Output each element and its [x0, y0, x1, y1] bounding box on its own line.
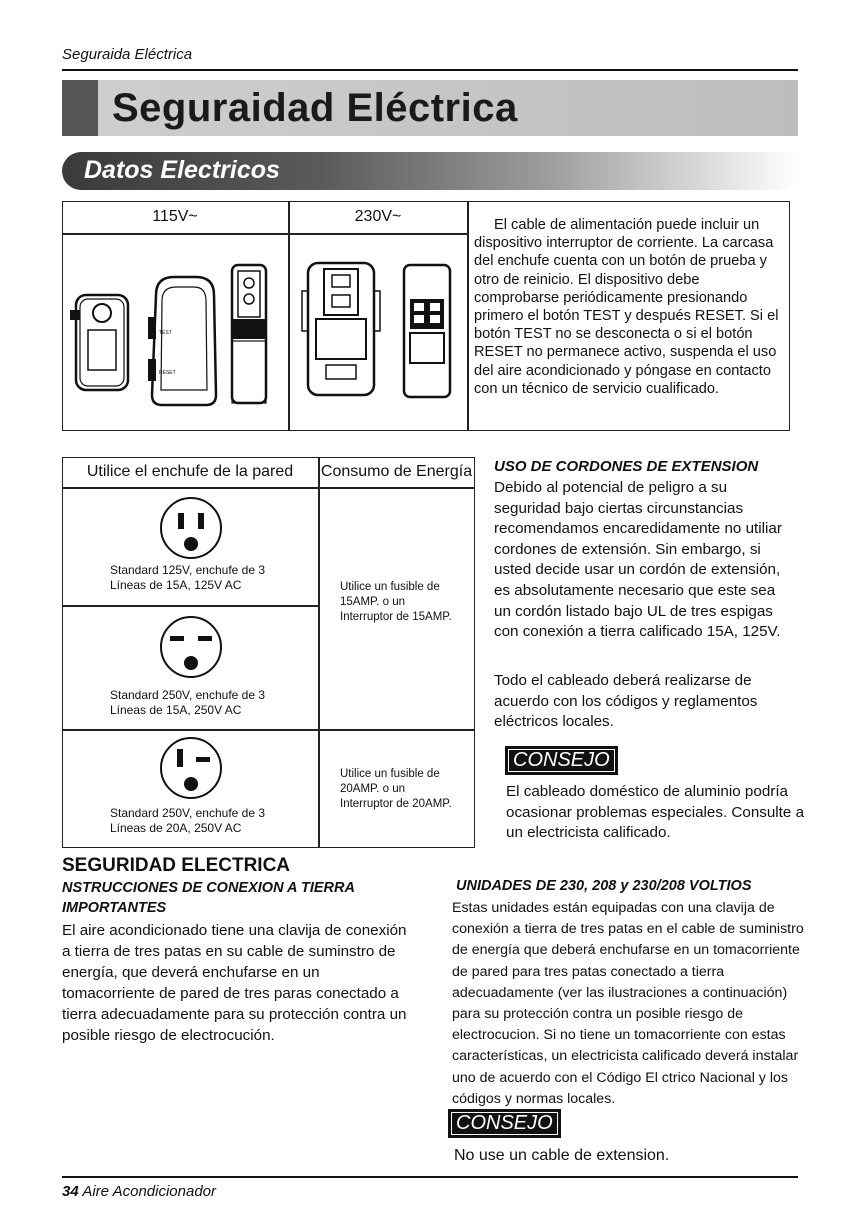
- safety-body: El aire acondicionado tiene una clavija de conexión a tierra de tres patas en su cable de suminstro de energía, que deverá enchufarse en un tomacorriente de pared de tres paras conectado a tierra adecuadamente para su protección contra un posible riesgo de electrocución.: [62, 922, 407, 1044]
- device-230v-illustration: [292, 255, 464, 420]
- outlet-row-1-line-1: Standard 125V, enchufe de 3: [110, 563, 266, 577]
- voltage-table-divider-2: [467, 201, 469, 431]
- outlet-row-2-line-2: Líneas de 15A, 250V AC: [110, 703, 242, 717]
- outlet-table-row-rule-1: [62, 605, 318, 607]
- fuse-20-line-3: Interruptor de 20AMP.: [340, 798, 452, 810]
- consejo-badge-2: CONSEJO: [448, 1109, 561, 1138]
- outlet-250v-15a-icon: [160, 616, 222, 678]
- voltage-115-header: 115V~: [152, 208, 198, 225]
- outlet-table: [62, 457, 475, 848]
- device-115v-illustration: [66, 255, 284, 420]
- safety-subheading: NSTRUCCIONES DE CONEXION A TIERRA IMPORTANTES: [62, 880, 355, 916]
- consejo-text-2: No use un cable de extension.: [454, 1147, 670, 1164]
- fuse-20-line-2: 20AMP. o un: [340, 783, 406, 795]
- fuse-15-line-1: Utilice un fusible de: [340, 581, 440, 593]
- label-test-115: TEST: [159, 330, 172, 336]
- outlet-row-1-line-2: Líneas de 15A, 125V AC: [110, 578, 242, 592]
- fuse-15-line-2: 15AMP. o un: [340, 596, 406, 608]
- outlet-table-head-left: Utilice el enchufe de la pared: [86, 463, 294, 480]
- outlet-row-3-line-1: Standard 250V, enchufe de 3: [110, 806, 266, 820]
- outlet-row-2-line-1: Standard 250V, enchufe de 3: [110, 688, 266, 702]
- consejo-text-1: El cableado doméstico de aluminio podría ocasionar problemas especiales. Consulte a un electricista calificado.: [506, 783, 805, 842]
- voltage-table-header-rule: [62, 233, 468, 235]
- footer: [62, 1183, 216, 1200]
- safety-heading: SEGURIDAD ELECTRICA: [62, 855, 291, 876]
- fuse-15-line-3: Interruptor de 15AMP.: [340, 611, 452, 623]
- page-number: 34: [62, 1183, 79, 1200]
- outlet-table-divider: [318, 457, 320, 848]
- consejo-badge-1: CONSEJO: [505, 746, 618, 775]
- units-body: Estas unidades están equipadas con una clavija de conexión a tierra de tres patas en el cable de suministro de energía que deberá enchufarse en un tomacorriente de pared para tres patas conectado a tierra adecuadamente (ver las ilustraciones a continuación) para su protección contra un posible riesgo de electrocucion. Si no tiene un tomacorriente con estas características, un electricista calificado deverá instalar uno de acuerdo con el Código El ctrico Nacional y los códigos y normas locales.: [452, 900, 804, 1107]
- footer-label: Aire Acondicionador: [82, 1183, 217, 1200]
- page-title: Seguraidad Eléctrica: [112, 86, 518, 130]
- voltage-table-divider-1: [288, 201, 290, 431]
- extension-body-2: Todo el cableado deberá realizarse de acuerdo con los códigos y reglamentos eléctricos locales.: [494, 672, 758, 731]
- footer-rule: [62, 1176, 798, 1178]
- fuse-20-line-1: Utilice un fusible de: [340, 768, 440, 780]
- title-accent-block: [62, 80, 98, 136]
- voltage-230-header: 230V~: [354, 208, 402, 225]
- outlet-125v-icon: [160, 497, 222, 559]
- outlet-row-3-line-2: Líneas de 20A, 250V AC: [110, 821, 242, 835]
- extension-body: Debido al potencial de peligro a su seguridad bajo ciertas circunstancias recomendamos encaredidamente no utiliar cordones de extensión. Sin embargo, si usted decide usar un cordón de extensión, es absolutamente necesario que este sea un cordón listado bajo UL de tres espigas con conexión a tierra calificado 15A, 125V.: [494, 479, 782, 641]
- running-header: Seguraida Eléctrica: [62, 46, 193, 63]
- outlet-table-head-right: Consumo de Energía: [320, 463, 473, 480]
- section-title: Datos Electricos: [84, 156, 280, 184]
- header-rule: [62, 69, 798, 71]
- units-heading: UNIDADES DE 230, 208 y 230/208 VOLTIOS: [456, 878, 752, 894]
- outlet-table-row-rule-2: [62, 729, 475, 731]
- cable-note: El cable de alimentación puede incluir un dispositivo interruptor de corriente. La carcasa del enchufe cuenta con un botón de prueba y otro de reinicio. El dispositivo debe comprobarse periódicamente presionando primero el botón TEST y después RESET. Si el botón TEST no se desconecta o si el botón RESET no permanece activo, suspenda el uso del aire acondicionado y póngase en contacto con un técnico de servicio cualificado.: [474, 217, 779, 397]
- outlet-250v-20a-icon: [160, 737, 222, 799]
- extension-heading: USO DE CORDONES DE EXTENSION: [494, 458, 759, 475]
- label-reset-115: RESET: [159, 370, 176, 376]
- outlet-table-header-rule: [62, 487, 475, 489]
